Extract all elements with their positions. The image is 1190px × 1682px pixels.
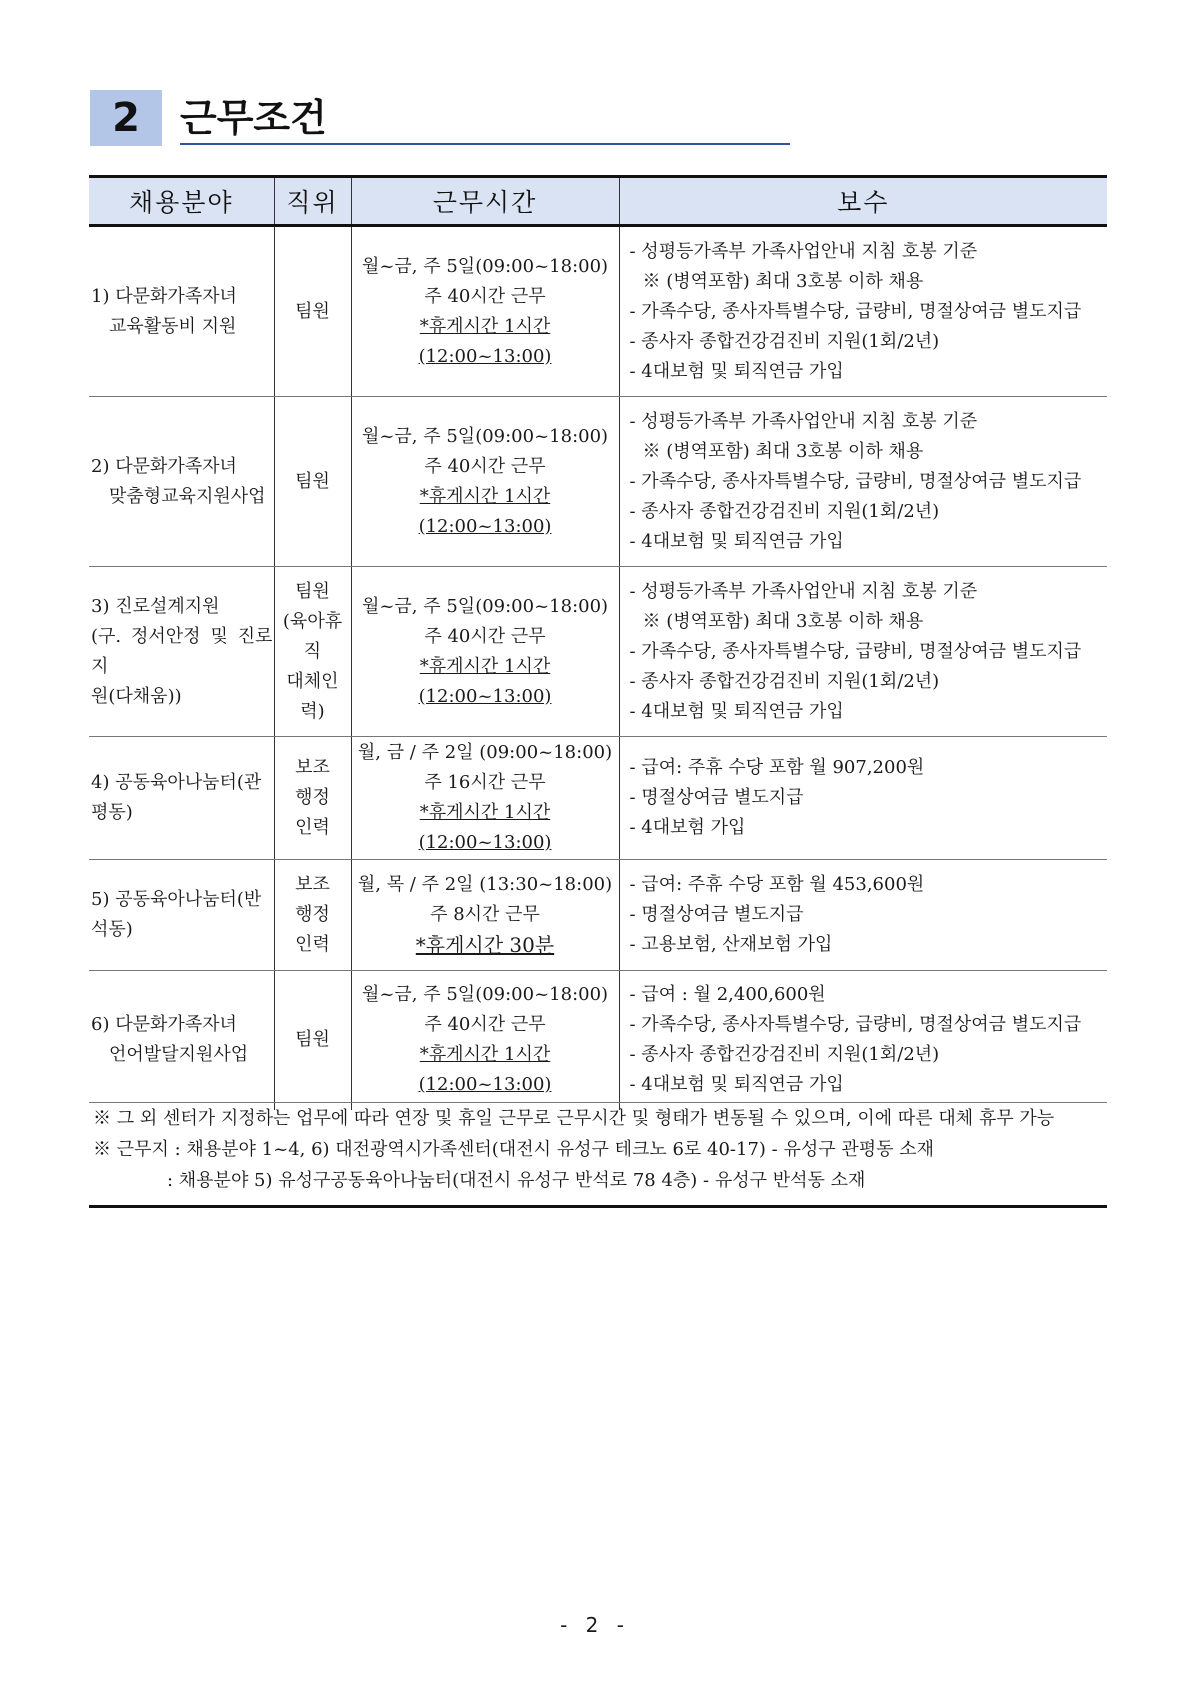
pay-line: ※ (병역포함) 최대 3호봉 이하 채용 — [642, 610, 924, 632]
pay-cell — [619, 737, 1107, 860]
field-line: 교육활동비 지원 — [109, 315, 237, 337]
pay-line: ※ (병역포함) 최대 3호봉 이하 채용 — [642, 440, 924, 462]
pay-line: - 급여: 주휴 수당 포함 월 907,200원 — [629, 757, 925, 778]
hours-line: 주 40시간 근무 — [424, 625, 546, 647]
pay-line: - 종사자 종합건강검진비 지원(1회/2년) — [629, 1044, 940, 1066]
pay-cell — [619, 226, 1107, 397]
hours-line: 월~금, 주 5일(09:00~18:00) — [361, 595, 609, 617]
position-line: 보조 — [295, 874, 330, 895]
note-line: ※ 그 외 센터가 지정하는 업무에 따라 연장 및 휴일 근무로 근무시간 및 형태가 변동될 수 있으며, 이에 따른 대체 휴무 가능 — [93, 1108, 1055, 1129]
pay-line: - 명절상여금 별도지급 — [629, 787, 804, 808]
pay-line: - 급여 : 월 2,400,600원 — [629, 984, 826, 1006]
field-cell — [89, 226, 274, 397]
pay-line: - 가족수당, 종사자특별수당, 급량비, 명절상여금 별도지급 — [629, 640, 1082, 662]
field-line: 1) 다문화가족자녀 — [91, 285, 237, 307]
field-line: 맞춤형교육지원사업 — [109, 485, 266, 507]
header-field: 채용분야 — [89, 177, 274, 226]
table-header-row — [89, 177, 1107, 226]
field-cell — [89, 971, 274, 1110]
hours-cell — [351, 737, 619, 860]
pay-line: - 성평등가족부 가족사업안내 지침 호봉 기준 — [629, 580, 978, 602]
working-conditions-table — [89, 175, 1107, 1110]
field-line: (구. 정서안정 및 진로지 — [91, 625, 273, 677]
pay-line: - 가족수당, 종사자특별수당, 급량비, 명절상여금 별도지급 — [629, 300, 1082, 322]
table-row — [89, 860, 1107, 971]
notes-block — [89, 1102, 1107, 1196]
hours-cell — [351, 226, 619, 397]
section-heading — [90, 90, 790, 146]
hours-cell — [351, 971, 619, 1110]
pay-line: - 종사자 종합건강검진비 지원(1회/2년) — [629, 500, 940, 522]
hours-line: 주 8시간 근무 — [430, 904, 540, 925]
hours-cell — [351, 397, 619, 567]
hours-line: 월, 금 / 주 2일 (09:00~18:00) — [357, 742, 613, 763]
pay-line: - 성평등가족부 가족사업안내 지침 호봉 기준 — [629, 240, 978, 262]
position-line: 행정 — [295, 787, 330, 808]
hours-line: 월, 목 / 주 2일 (13:30~18:00) — [357, 874, 613, 895]
position-line: 인력 — [295, 817, 330, 838]
hours-line: 주 40시간 근무 — [424, 285, 546, 307]
pay-line: - 4대보험 및 퇴직연금 가입 — [629, 360, 844, 382]
pay-cell — [619, 971, 1107, 1110]
position-line: 행정 — [295, 904, 330, 925]
hours-cell — [351, 567, 619, 737]
position-line: 팀원 — [295, 1029, 330, 1051]
break-time-line: *휴게시간 1시간 (12:00~13:00) — [418, 1044, 552, 1096]
table-row — [89, 397, 1107, 567]
field-line: 언어발달지원사업 — [109, 1044, 249, 1066]
position-line: (육아휴직 — [282, 610, 343, 662]
field-cell — [89, 397, 274, 567]
pay-line: - 4대보험 및 퇴직연금 가입 — [629, 1074, 844, 1096]
position-line: 팀원 — [295, 470, 330, 492]
pay-line: - 4대보험 및 퇴직연금 가입 — [629, 530, 844, 552]
bottom-rule — [89, 1205, 1107, 1208]
page-number: - 2 - — [560, 1613, 630, 1637]
position-line: 대체인력) — [286, 670, 339, 722]
hours-line: 월~금, 주 5일(09:00~18:00) — [361, 255, 609, 277]
position-cell — [274, 737, 351, 860]
section-number-badge: 2 — [90, 90, 162, 146]
table-row — [89, 226, 1107, 397]
section-underline — [180, 143, 790, 145]
hours-line: 주 40시간 근무 — [424, 455, 546, 477]
break-time-line: *휴게시간 1시간 (12:00~13:00) — [418, 655, 552, 707]
field-line: 2) 다문화가족자녀 — [91, 455, 237, 477]
pay-line: - 급여: 주휴 수당 포함 월 453,600원 — [629, 874, 925, 895]
field-line: 원(다채움)) — [91, 685, 182, 707]
pay-cell — [619, 567, 1107, 737]
position-cell — [274, 567, 351, 737]
field-line: 6) 다문화가족자녀 — [91, 1014, 237, 1036]
field-line: 4) 공동육아나눔터(관평동) — [91, 772, 262, 823]
table-row — [89, 737, 1107, 860]
field-cell — [89, 567, 274, 737]
pay-cell — [619, 860, 1107, 971]
hours-line: 주 40시간 근무 — [424, 1014, 546, 1036]
position-line: 팀원 — [295, 580, 330, 602]
note-line: ※ 근무지 : 채용분야 1~4, 6) 대전광역시가족센터(대전시 유성구 테크노 6로 40-17) - 유성구 관평동 소재 — [93, 1139, 935, 1160]
pay-line: - 명절상여금 별도지급 — [629, 904, 804, 925]
field-cell — [89, 860, 274, 971]
position-cell — [274, 860, 351, 971]
header-position: 직위 — [274, 177, 351, 226]
position-cell — [274, 226, 351, 397]
pay-line: - 고용보험, 산재보험 가입 — [629, 934, 833, 955]
hours-line: 주 16시간 근무 — [424, 772, 546, 793]
note-line: : 채용분야 5) 유성구공동육아나눔터(대전시 유성구 반석로 78 4층) - 유성구 반석동 소재 — [167, 1170, 866, 1191]
position-line: 인력 — [295, 934, 330, 955]
header-hours: 근무시간 — [351, 177, 619, 226]
position-line: 팀원 — [295, 300, 330, 322]
break-time-line: *휴게시간 1시간 (12:00~13:00) — [418, 485, 552, 537]
field-cell — [89, 737, 274, 860]
hours-line: 월~금, 주 5일(09:00~18:00) — [361, 425, 609, 447]
pay-line: - 종사자 종합건강검진비 지원(1회/2년) — [629, 670, 940, 692]
field-line: 3) 진로설계지원 — [91, 595, 220, 617]
table-row — [89, 971, 1107, 1110]
pay-cell — [619, 397, 1107, 567]
hours-line: 월~금, 주 5일(09:00~18:00) — [361, 984, 609, 1006]
pay-line: - 4대보험 및 퇴직연금 가입 — [629, 700, 844, 722]
field-line: 5) 공동육아나눔터(반석동) — [91, 889, 262, 940]
break-time-line: *휴게시간 1시간 (12:00~13:00) — [418, 315, 552, 367]
position-line: 보조 — [295, 757, 330, 778]
section-title: 근무조건 — [180, 96, 327, 140]
break-time-line: *휴게시간 1시간 (12:00~13:00) — [418, 802, 552, 853]
pay-line: - 종사자 종합건강검진비 지원(1회/2년) — [629, 330, 940, 352]
break-time-line: *휴게시간 30분 — [415, 933, 555, 957]
table-row — [89, 567, 1107, 737]
pay-line: - 4대보험 가입 — [629, 817, 746, 838]
position-cell — [274, 971, 351, 1110]
pay-line: ※ (병역포함) 최대 3호봉 이하 채용 — [642, 270, 924, 292]
hours-cell — [351, 860, 619, 971]
pay-line: - 성평등가족부 가족사업안내 지침 호봉 기준 — [629, 410, 978, 432]
pay-line: - 가족수당, 종사자특별수당, 급량비, 명절상여금 별도지급 — [629, 470, 1082, 492]
header-pay: 보수 — [619, 177, 1107, 226]
position-cell — [274, 397, 351, 567]
pay-line: - 가족수당, 종사자특별수당, 급량비, 명절상여금 별도지급 — [629, 1014, 1082, 1036]
